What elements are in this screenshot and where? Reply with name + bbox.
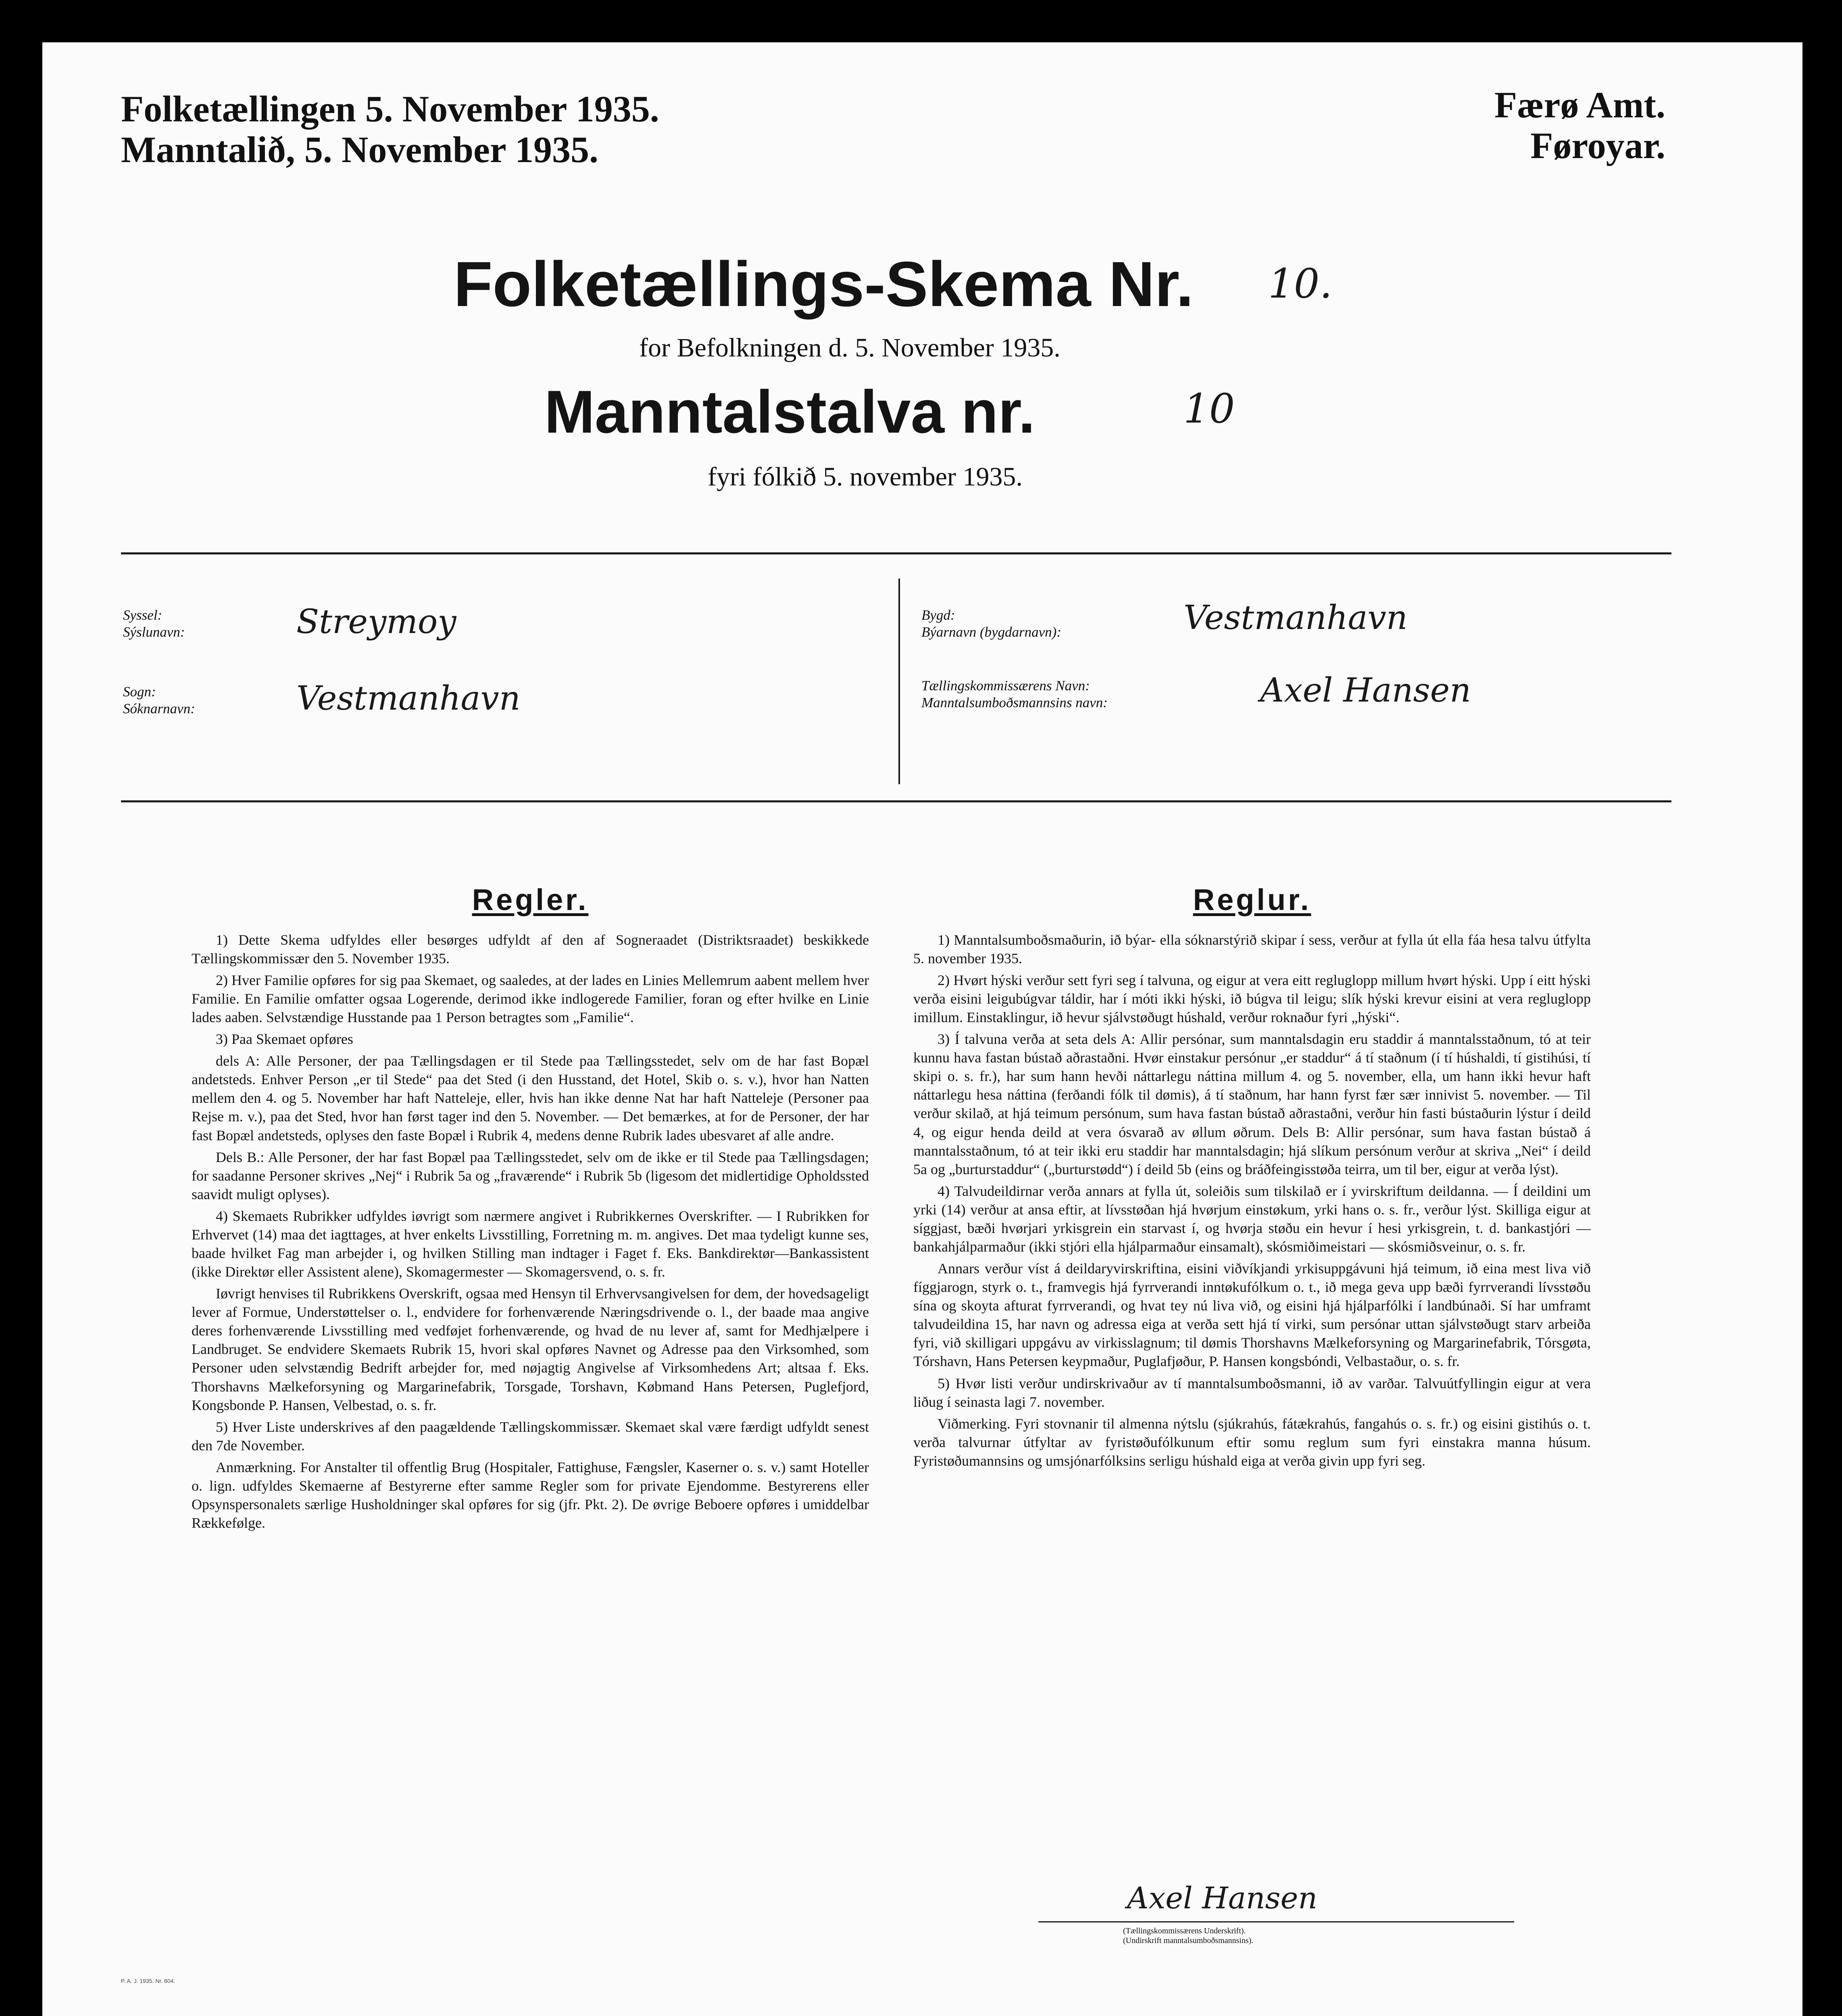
rule-da-1: 1) Dette Skema udfyldes eller besørges udfyldt af den af Sogneraadet (Distriktsraadet) beskikkede Tællingskommissær den 5. November 1935.	[192, 931, 869, 966]
rule-fo-2: 2) Hvørt hýski verður sett fyri seg í talvuna, og eigur at vera eitt regluglopp millum hvørt hýski. Upp í eitt hýski verða eisini leigubúgvar táldir, har í móti ikki hýski, ið búgva til leigu; slík hýski krevur eisini at vera regluglopp imillum. Einstaklingur, ið hevur sjálvstøðugt húshald, verður roknaður fyri „hýski“.	[913, 972, 1591, 1026]
rule-fo-5: 5) Hvør listi verður undirskrivaður av tí manntalsumboðsmanni, ið av varðar. Talvuútfyllingin eigur at vera liðug í seinasta lagi 7. november.	[913, 1375, 1591, 1410]
rule-da-5: 5) Hver Liste underskrives af den paagældende Tællingskommissær. Skemaet skal være færdigt udfyldt senest den 7de November.	[192, 1418, 869, 1454]
header-right	[1494, 85, 1665, 166]
bygd-value: Vestmanhavn	[1184, 599, 1408, 637]
header-amt-faroese: Føroyar.	[1530, 125, 1665, 167]
census-form-sheet	[42, 42, 1802, 2016]
manntal-title: Manntalstalva nr.	[544, 378, 1036, 446]
rule-fo-1: 1) Manntalsumboðsmaðurin, ið býar- ella sóknarstýrið skipar í sess, verður at fylla út ella fáa hesa talvu útfylta 5. november 1935.	[913, 931, 1591, 966]
rules-danish-heading: Regler.	[472, 883, 589, 916]
signature-caption: (Tællingskommissærens Underskrift). (Undirskrift manntalsumboðsmannsins).	[1123, 1926, 1254, 1945]
sogn-value: Vestmanhavn	[296, 679, 521, 718]
header-left	[121, 89, 659, 170]
fields-divider	[898, 579, 900, 784]
rule-fo-4b: Annars verður víst á deildaryvirskriftina, eisini viðvíkjandi yrkisuppgávuni hjá teimum, ið eina mest liva við fíggjarogn, styrk o. t., framvegis hjá fyrrverandi inntøkufólkum o. t., ið mega geva upp bæði fyrrverandi lívsstøðu sína og skoyta afturat fyrrverandi, og hvat tey nú liva við, og eisini hjá hjálparfólki í landbúnaði. Sí har umframt talvudeildina 15, har navn og adressa eiga at verða sett hjá tí virki, sum persónar uttan sjálvstøðugt starv arbeiða fyri, við skilligari uppgávu av virkisslagnum; til dømis Thorshavns Mælkeforsyning og Margarinefabrik, Tórsgøta, Tórshavn, Hans Petersen keypmaður, Puglafjøður, P. Hansen kongsbóndi, Velbastaður, o. s. fr.	[913, 1260, 1591, 1370]
rule-da-2: 2) Hver Familie opføres for sig paa Skemaet, og saaledes, at der lades en Linies Mellemrum aabent mellem hver Familie. En Familie omfatter ogsaa Logerende, derimod ikke indlogerede Familier, foran og efter hvilke en Linie lades aaben. Selvstændige Husstande paa 1 Person betragtes som „Familie“.	[192, 972, 869, 1026]
rule-da-3b: Dels B.: Alle Personer, der har fast Bopæl paa Tællingsstedet, selv om de ikke er til Stede paa Tællingsdagen; for saadanne Personer skrives „Nej“ i Rubrik 5a og „fraværende“ i Rubrik 5b (ligesom det midlertidige Opholdssted saavidt muligt oplyses).	[192, 1149, 869, 1202]
fields-bottom-rule	[121, 800, 1671, 802]
printer-mark: P. A. J. 1935. Nr. 604.	[121, 1978, 175, 1984]
rule-da-4: 4) Skemaets Rubrikker udfyldes iøvrigt som nærmere angivet i Rubrikkernes Overskrifter. — I Rubrikken for Erhvervet (14) maa det iagttages, at hver enkelts Livsstilling, Forretning m. m. angives. Det maa tydeligt kunne ses, baade hvilket Fag man arbejder i, og hvilken Stilling man indtager i Faget f. Eks. Bankdirektør—Bankassistent (ikke Direktør eller Assistent alene), Skomagermester — Skomagersvend, o. s. fr.	[192, 1208, 869, 1280]
signature-handwriting: Axel Hansen	[1127, 1881, 1317, 1916]
rules-danish	[192, 881, 869, 1535]
skema-subtitle: for Befolkningen d. 5. November 1935.	[639, 333, 1061, 362]
fields-top-rule	[121, 552, 1671, 554]
skema-title: Folketællings-Skema Nr.	[454, 249, 1194, 320]
kommissaer-label: Tællingskommissærens Navn: Manntalsumboðsmannsins navn:	[921, 678, 1108, 710]
rules-faroese-heading: Reglur.	[1193, 883, 1311, 916]
kommissaer-value: Axel Hansen	[1260, 671, 1471, 710]
syssel-value: Streymoy	[296, 603, 456, 641]
rule-fo-4: 4) Talvudeildirnar verða annars at fylla út, soleiðis sum tilskilað er í yvirskriftum deildanna. — Í deildini um yrki (14) verður at ansa eftir, at lívsstøðan hjá hvørjum einstøkum, yrki hans o. s. fr., verður lýst. Skilliga eigur at síggjast, bæði hvørjari yrkisgrein ein starvast í, og hvørja støðu ein hevur í hesi yrkisgrein, t. d. bankastjóri — bankahjálparmaður (ikki stjóri ella hjálparmaður einsamalt), skósmiðimeistari — skósmiðsveinur, o. s. fr.	[913, 1183, 1591, 1255]
header-census-faroese: Manntalið, 5. November 1935.	[121, 129, 599, 171]
header-census-danish: Folketællingen 5. November 1935.	[121, 88, 659, 129]
header-amt-danish: Færø Amt.	[1494, 84, 1665, 125]
rule-fo-vidm: Viðmerking. Fyri stovnanir til almenna nýtslu (sjúkrahús, fátækrahús, fangahús o. s. fr.) og eisini gistihús o. t. verða talvurnar útfyltar av fyristøðufólkunum eftir somu reglum sum fyri einstakra manna húsum. Fyristøðumannsins og umsjónarfólksins serligu húshald eiga at verða givin upp fyri seg.	[913, 1415, 1591, 1469]
rule-da-anm: Anmærkning. For Anstalter til offentlig Brug (Hospitaler, Fattighuse, Fængsler, Kaserner o. s. v.) samt Hoteller o. lign. udfyldes Skemaerne af Bestyrerne efter samme Regler som for private Ejendomme. Bestyrerens eller Opsynspersonalets særlige Husholdninger skal opføres for sig (jfr. Pkt. 2). De øvrige Beboere opføres i umiddelbar Rækkefølge.	[192, 1459, 869, 1531]
signature-line	[1038, 1921, 1514, 1922]
manntal-subtitle: fyri fólkið 5. november 1935.	[708, 462, 1023, 492]
rule-fo-3: 3) Í talvuna verða at seta dels A: Allir persónar, sum manntalsdagin eru staddir á manntalsstaðnum, tó at teir kunnu hava fastan bústað aðrastaðni. Hvør einstakur persónur „er staddur“ á tí staðnum (í tí húshaldi, tí gistihúsi, tí skipi o. s. fr.), har sum hann hevði náttarlegu náttina millum 4. og 5. november, ella, um hann ikki hevur haft náttarlegu hesa náttina (ferðandi fólk til dømis), á tí staðnum, har hann fyrst fær sær innivist 5. november. — Til verður skilað, at hjá teimum persónum, sum hava fastan bústað aðrastaðni, verður hin fasti bústaðurin lýstur í deild 4, og eigur henda deild at vera ósvarað av øllum øðrum. Dels B: Allir persónar, sum hava fastan bústað á manntalsstaðnum, tó at teir ikki eru staddir har manntalsdagin; hjá slíkum persónum verður at skriva „Nei“ í deild 5a og „burturstaddur“ („burturstødd“) í deild 5b (eins og bráðfeingisstøða teirra, um til ber, eigur at verða lýst).	[913, 1031, 1591, 1177]
manntal-number: 10	[1184, 385, 1235, 432]
rules-faroese	[913, 881, 1591, 1473]
syssel-label: Syssel: Sýslunavn:	[123, 607, 185, 640]
skema-number: 10.	[1268, 260, 1333, 307]
rule-da-3a: dels A: Alle Personer, der paa Tællingsdagen er til Stede paa Tællingsstedet, selv om de har fast Bopæl andetsteds. Enhver Person „er til Stede“ paa det Sted (i den Husstand, det Hotel, Skib o. s. v.), hvor han Natten mellem den 4. og 5. November har haft Natteleje, eller, hvis han ikke denne Nat har haft Natteleje (Personer paa Rejse m. v.), paa det Sted, hvor han først tager ind den 5. November. — Det bemærkes, at for de Personer, der har fast Bopæl andetsteds, oplyses den faste Bopæl i Rubrik 4, medens denne Rubrik lades ubesvaret af alle andre.	[192, 1053, 869, 1143]
bygd-label: Bygd: Býarnavn (bygdarnavn):	[921, 607, 1061, 640]
rule-da-4b: Iøvrigt henvises til Rubrikkens Overskrift, ogsaa med Hensyn til Erhvervsangivelsen for dem, der hovedsageligt lever af Formue, Understøttelser o. l., endvidere for forhenværende Næringsdrivende o. l., der baade maa angive deres forhenværende Livsstilling med vedføjet forhenværende, og hvad de nu lever af, samt for Medhjælpere i Landbruget. Se endvidere Skemaets Rubrik 15, hvori skal opføres Navnet og Adresse paa den Virksomhed, som Personer uden selvstændig Bedrift arbejder for, med nøjagtig Angivelse af Virksomhedens Art; altsaa f. Eks. Thorshavns Mælkeforsyning og Margarinefabrik, Torsgade, Torshavn, Købmand Hans Petersen, Puglefjord, Kongsbonde P. Hansen, Velbestad, o. s. fr.	[192, 1285, 869, 1413]
rule-da-3: 3) Paa Skemaet opføres	[216, 1031, 353, 1048]
sogn-label: Sogn: Sóknarnavn:	[123, 684, 195, 716]
